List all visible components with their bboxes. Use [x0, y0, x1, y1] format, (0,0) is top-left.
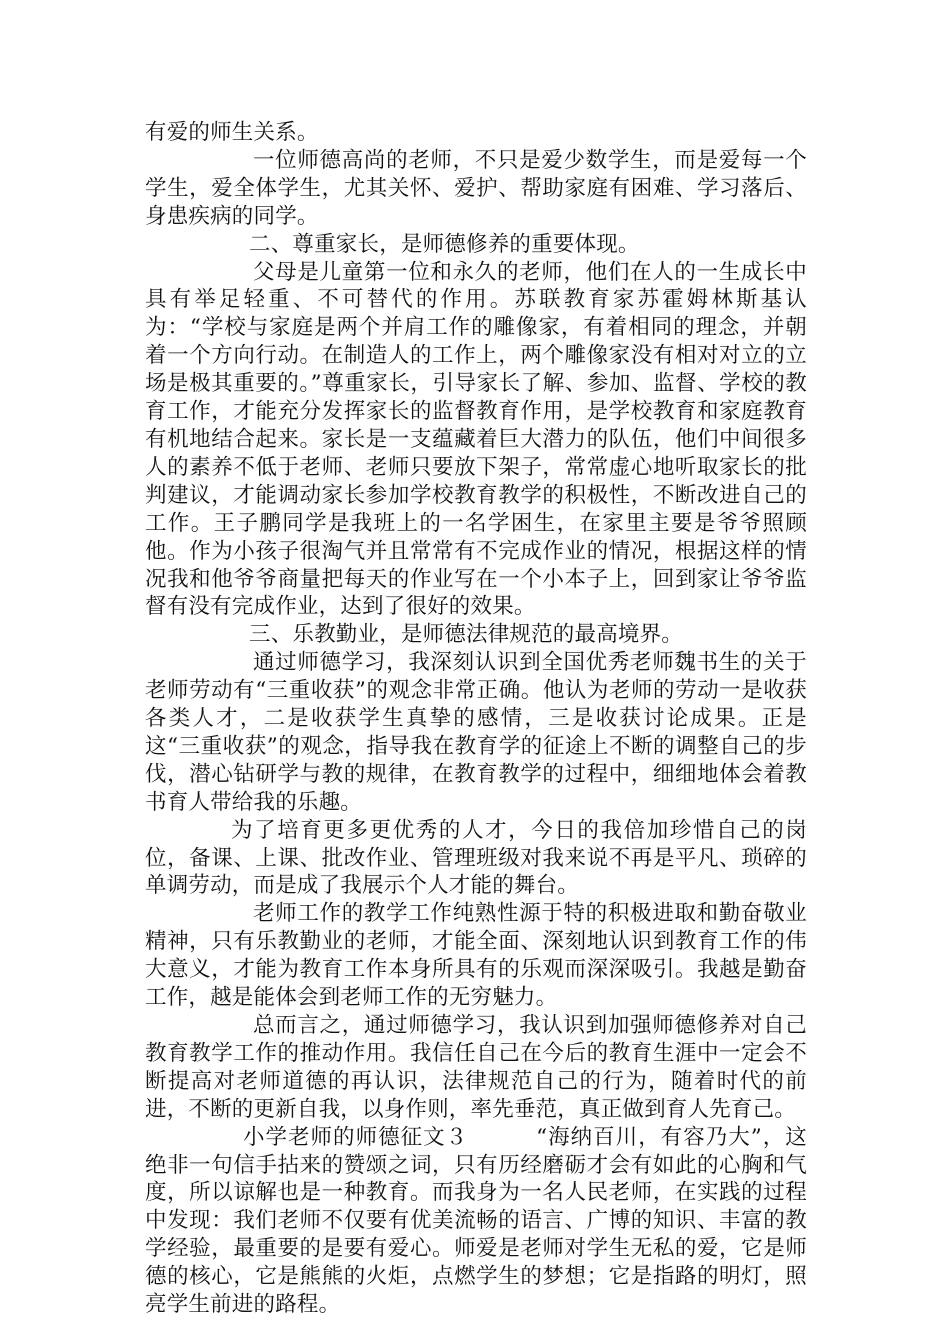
- paragraph-essay-3: [145, 1124, 807, 1319]
- essay-3-body: “海纳百川，有容乃大”，这绝非一句信手拈来的赞颂之词，只有历经磨砺才会有如此的心胸和气度，所以谅解也是一种教育。而我身为一名人民老师，在实践的过程中发现：我们老师不仅要有优美流畅的语言、广博的知识、丰富的教学经验，最重要的是要有爱心。师爱是老师对学生无私的爱，它是师德的核心，它是熊熊的火炬，点燃学生的梦想；它是指路的明灯，照亮学生前进的路程。: [145, 1124, 807, 1318]
- paragraph-love-every-student: 一位师德高尚的老师，不只是爱少数学生，而是爱每一个学生，爱全体学生，尤其关怀、爱护、帮助家庭有困难、学习落后、身患疾病的同学。: [145, 147, 807, 229]
- paragraph-continuation: 有爱的师生关系。: [145, 120, 319, 145]
- paragraph-cherish-position: 为了培育更多更优秀的人才，今日的我倍加珍惜自己的岗位，备课、上课、批改作业、管理班级对我来说不再是平凡、琐碎的单调劳动，而是成了我展示个人才能的舞台。: [145, 817, 807, 899]
- paragraph-three-harvests: 通过师德学习，我深刻认识到全国优秀老师魏书生的关于老师劳动有“三重收获”的观念非常正确。他认为老师的劳动一是收获各类人才，二是收获学生真挚的感情，三是收获讨论成果。正是这“三重收获”的观念，指导我在教育学的征途上不断的调整自己的步伐，潜心钻研学与教的规律，在教育教学的过程中，细细地体会着教书育人带给我的乐趣。: [145, 650, 807, 815]
- document-body: [145, 119, 807, 1319]
- paragraph-parents-role: 父母是儿童第一位和永久的老师，他们在人的一生成长中具有举足轻重、不可替代的作用。苏联教育家苏霍姆林斯基认为：“学校与家庭是两个并肩工作的雕像家，有着相同的理念，并朝着一个方向行动。在制造人的工作上，两个雕像家没有相对对立的立场是极其重要的。”尊重家长，引导家长了解、参加、监督、学校的教育工作，才能充分发挥家长的监督教育作用，是学校教育和家庭教育有机地结合起来。家长是一支蕴藏着巨大潜力的队伍，他们中间很多人的素养不低于老师、老师只要放下架子，常常虚心地听取家长的批判建议，才能调动家长参加学校教育教学的积极性，不断改进自己的工作。王子鹏同学是我班上的一名学困生，在家里主要是爷爷照顾他。作为小孩子很淘气并且常常有不完成作业的情况，根据这样的情况我和他爷爷商量把每天的作业写在一个小本子上，回到家让爷爷监督有没有完成作业，达到了很好的效果。: [145, 259, 807, 620]
- section-heading-enjoy-teaching: 三、乐教勤业，是师德法律规范的最高境界。: [249, 622, 684, 648]
- paragraph-conclusion: 总而言之，通过师德学习，我认识到加强师德修养对自己教育教学工作的推动作用。我信任自己在今后的教育生涯中一定会不断提高对老师道德的再认识，法律规范自己的行为，随着时代的前进，不断的更新自我，以身作则，率先垂范，真正做到育人先育己。: [145, 1013, 807, 1122]
- paragraph-diligent-work: 老师工作的教学工作纯熟性源于特的积极进取和勤奋敬业精神，只有乐教勤业的老师，才能全面、深刻地认识到教育工作的伟大意义，才能为教育工作本身所具有的乐观而深深吸引。我越是勤奋工作，越是能体会到老师工作的无穷魅力。: [145, 901, 807, 1011]
- essay-3-heading: 小学老师的师德征文３: [243, 1124, 469, 1150]
- section-heading-respect-parents: 二、尊重家长，是师德修养的重要体现。: [249, 231, 640, 257]
